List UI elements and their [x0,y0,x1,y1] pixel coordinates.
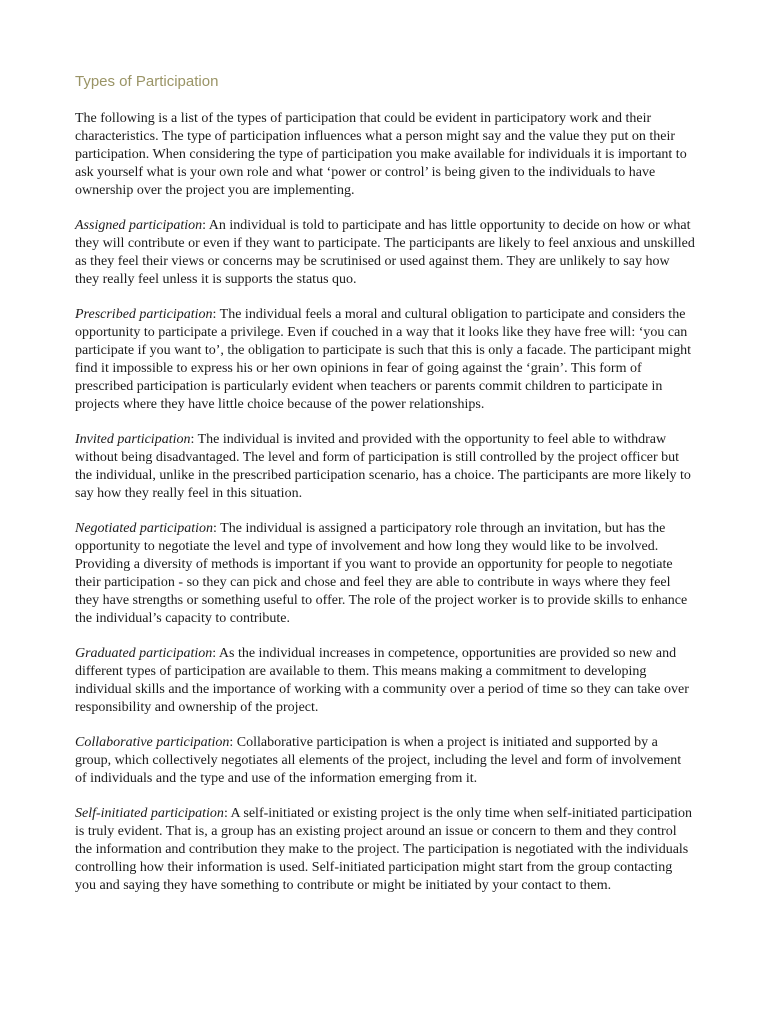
section-term: Assigned participation [75,218,203,233]
page-title: Types of Participation [75,73,219,90]
section-prescribed [75,306,695,414]
section-text: : The individual is invited and provided with the opportunity to feel able to withdraw without being disadvantaged. The level and form of participation is still controlled by the project officer but the individual, unlike in the prescribed participation scenario, has a choice. The participants are more likely to say how they really feel in this situation. [75,432,691,501]
section-assigned [75,217,695,289]
section-term: Invited participation [75,432,191,447]
document-page [75,72,695,912]
section-negotiated [75,520,695,628]
section-graduated [75,645,695,717]
section-text: : A self-initiated or existing project is the only time when self-initiated participation is truly evident. That is, a group has an existing project around an issue or concern to them and they control the information and contribution they make to the project. The participation is negotiated with the individuals controlling how their information is used. Self-initiated participation might start from the group contacting you and saying they have something to contribute or might be initiated by your contact to them. [75,806,693,893]
section-text: : Collaborative participation is when a project is initiated and supported by a group, which collectively negotiates all elements of the project, including the level and form of involvement of individuals and the type and use of the information emerging from it. [75,735,682,786]
section-invited [75,431,695,503]
section-term: Self-initiated participation [75,806,224,821]
intro-paragraph: The following is a list of the types of participation that could be evident in participatory work and their characteristics. The type of participation influences what a person might say and the value they put on their participation. When considering the type of participation you make available for individuals it is important to ask yourself what is your own role and what ‘power or control’ is being given to the individuals to have ownership over the project you are implementing. [75,111,687,198]
section-term: Collaborative participation [75,735,230,750]
section-term: Graduated participation [75,646,213,661]
section-text: : As the individual increases in competence, opportunities are provided so new and different types of participation are available to them. This means making a commitment to developing individual skills and the importance of working with a community over a period of time so they can take over responsibility and ownership of the project. [75,646,689,715]
section-collaborative [75,734,695,788]
section-term: Negotiated participation [75,521,214,536]
section-text: : The individual is assigned a participatory role through an invitation, but has the opportunity to negotiate the level and type of involvement and how long they would like to be involved. Providing a diversity of methods is important if you want to provide an opportunity for people to negotiate their participation - so they can pick and chose and feel they are able to contribute in ways where they feel they have strengths or something useful to offer. The role of the project worker is to provide skills to enhance the individual’s capacity to contribute. [75,521,688,626]
section-self-initiated [75,805,695,895]
section-text: : An individual is told to participate and has little opportunity to decide on how or what they will contribute or even if they want to participate. The participants are likely to feel anxious and unskilled as they feel their views or concerns may be scrutinised or used against them. They are unlikely to say how they really feel unless it is supports the status quo. [75,218,695,287]
section-text: : The individual feels a moral and cultural obligation to participate and considers the opportunity to participate a privilege. Even if couched in a way that it looks like they have free will: ‘you can participate if you want to’, the obligation to participate is such that this is only a facade. The participant might find it impossible to express his or her own opinions in fear of going against the ‘grain’. This form of prescribed participation is particularly evident when teachers or parents commit children to participate in projects where they have little choice because of the power relationships. [75,307,691,412]
section-term: Prescribed participation [75,307,213,322]
